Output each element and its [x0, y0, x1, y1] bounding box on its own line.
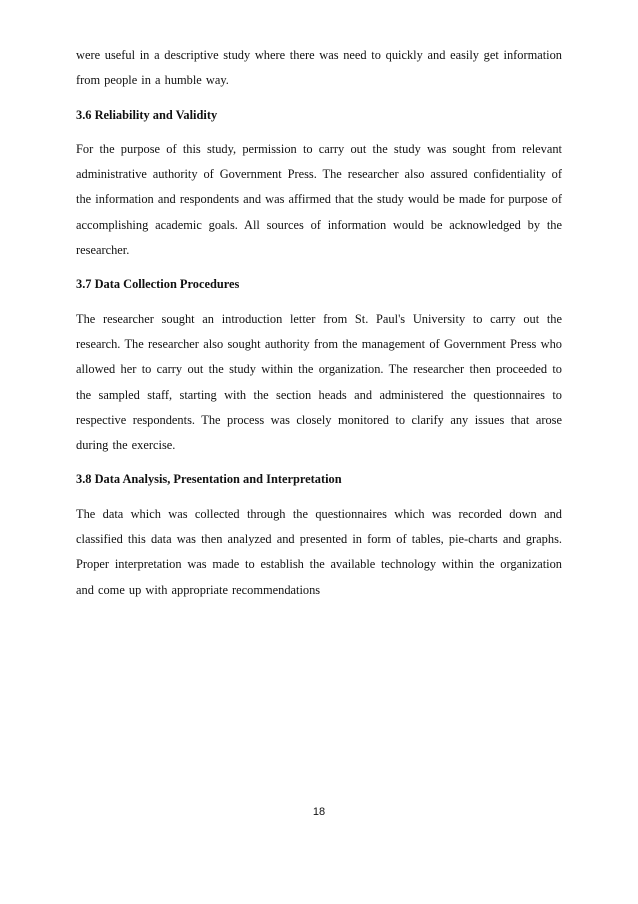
paragraph-data-collection: The researcher sought an introduction letter from St. Paul's University to carry out the research. The researcher also sought authority from the management of Government Press who allowed her to carry out the study within the organization. The researcher then proceeded to the sampled staff, starting with the section heads and administered the questionnaires to respective respondents. The process was closely monitored to clarify any issues that arose during the exercise. [76, 311, 562, 453]
page-number: 18 [312, 806, 326, 818]
section-heading-reliability-validity: 3.6 Reliability and Validity [76, 107, 218, 122]
document-page [76, 43, 562, 603]
paragraph-intro: were useful in a descriptive study where there was need to quickly and easily get information from people in a humble way. [76, 48, 562, 88]
section-heading-data-collection: 3.7 Data Collection Procedures [76, 277, 240, 292]
paragraph-data-analysis: The data which was collected through the questionnaires which was recorded down and classified this data was then analyzed and presented in form of tables, pie-charts and graphs. Proper interpretation was made to establish the available technology within the organization and come up with appropriate recommendations [76, 506, 562, 597]
section-heading-data-analysis: 3.8 Data Analysis, Presentation and Interpretation [76, 472, 342, 487]
paragraph-reliability-validity: For the purpose of this study, permission to carry out the study was sought from relevant administrative authority of Government Press. The researcher also assured confidentiality of the information and respondents and was affirmed that the study would be made for purpose of accomplishing academic goals. All sources of information would be acknowledged by the researcher. [76, 141, 562, 258]
